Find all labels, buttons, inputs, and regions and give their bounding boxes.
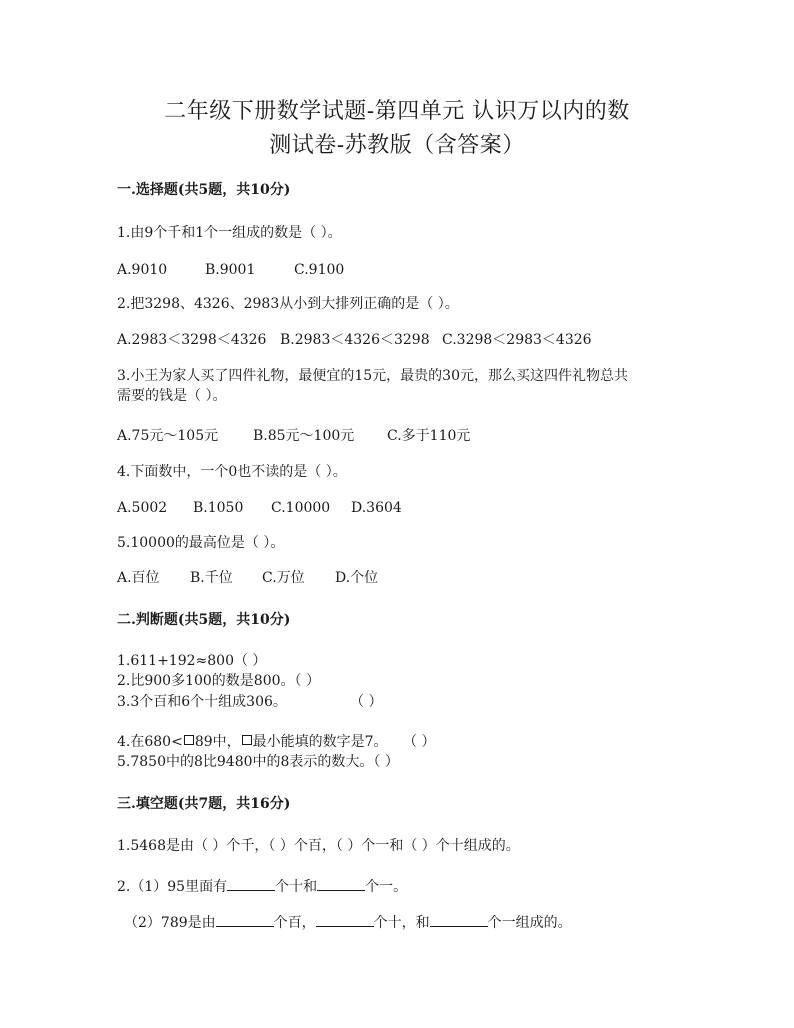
section-heading-judge: 二.判断题(共5题，共10分) <box>117 612 291 628</box>
judge-item: 3.3个百和6个十组成306。 <box>117 694 287 710</box>
section-heading-choice: 一.选择题(共5题，共10分) <box>117 182 291 198</box>
option-a: A.5002 <box>117 500 168 516</box>
blank-box-icon <box>242 735 252 745</box>
option-c: C.3298＜2983＜4326 <box>442 332 592 348</box>
option-d: D.3604 <box>351 500 402 516</box>
answer-blank[interactable] <box>316 912 374 927</box>
judge-answer-paren: （ ） <box>403 734 436 750</box>
question-text-line2: 需要的钱是（ ）。 <box>117 388 227 404</box>
answer-blank[interactable] <box>317 876 365 891</box>
option-b: B.2983＜4326＜3298 <box>280 332 430 348</box>
doc-title-line1: 二年级下册数学试题-第四单元 认识万以内的数 <box>164 99 630 124</box>
option-a: A.9010 <box>117 262 168 278</box>
judge-item: 5.7850中的8比9480中的8表示的数大。（ ） <box>117 754 399 770</box>
option-c: C.万位 <box>262 570 305 586</box>
doc-title-line2: 测试卷-苏教版（含答案） <box>269 133 525 158</box>
fill-item-prefix: 2.（1）95里面有 <box>117 879 228 895</box>
option-a: A.百位 <box>117 570 160 586</box>
judge-item-suffix: 最小能填的数字是7。 <box>252 734 388 750</box>
option-c: C.多于110元 <box>387 428 471 444</box>
judge-item-prefix: 4.在680< <box>117 734 183 750</box>
answer-blank[interactable] <box>430 912 488 927</box>
option-b: B.1050 <box>193 500 244 516</box>
option-b: B.千位 <box>190 570 233 586</box>
judge-answer-paren: （ ） <box>350 694 383 710</box>
option-a: A.75元～105元 <box>117 428 219 444</box>
fill-item-suffix: 个一组成的。 <box>487 915 572 931</box>
blank-box-icon <box>184 735 194 745</box>
option-b: B.9001 <box>205 262 256 278</box>
option-d: D.个位 <box>335 570 379 586</box>
fill-item <box>124 912 572 933</box>
question-text: 4.下面数中，一个0也不读的是（ ）。 <box>117 464 347 480</box>
question-text: 1.由9个千和1个一组成的数是（ ）。 <box>117 225 342 241</box>
section-heading-fill: 三.填空题(共7题，共16分) <box>117 796 291 812</box>
fill-item-middle: 个十和 <box>275 879 318 895</box>
judge-item: 1.611+192≈800（ ） <box>117 653 267 669</box>
fill-item <box>117 876 407 897</box>
judge-item <box>117 732 388 752</box>
option-a: A.2983＜3298＜4326 <box>117 332 267 348</box>
option-b: B.85元～100元 <box>253 428 355 444</box>
judge-item-middle: 89中， <box>194 734 241 750</box>
judge-item: 2.比900多100的数是800。（ ） <box>117 673 320 689</box>
question-text: 5.10000的最高位是（ ）。 <box>117 535 285 551</box>
fill-item-suffix: 个一。 <box>365 879 408 895</box>
option-c: C.10000 <box>271 500 331 516</box>
question-text: 2.把3298、4326、2983从小到大排列正确的是（ ）。 <box>117 296 459 312</box>
question-text-line1: 3.小王为家人买了四件礼物，最便宜的15元，最贵的30元，那么买这四件礼物总共 <box>117 368 628 384</box>
answer-blank[interactable] <box>227 876 275 891</box>
fill-item: 1.5468是由（ ）个千，（ ）个百，（ ）个一和（ ）个十组成的。 <box>117 838 520 854</box>
fill-item-middle: 个百， <box>273 915 316 931</box>
fill-item-middle: 个十，和 <box>373 915 430 931</box>
answer-blank[interactable] <box>216 912 274 927</box>
fill-item-prefix: （2）789是由 <box>124 915 216 931</box>
option-c: C.9100 <box>294 262 345 278</box>
